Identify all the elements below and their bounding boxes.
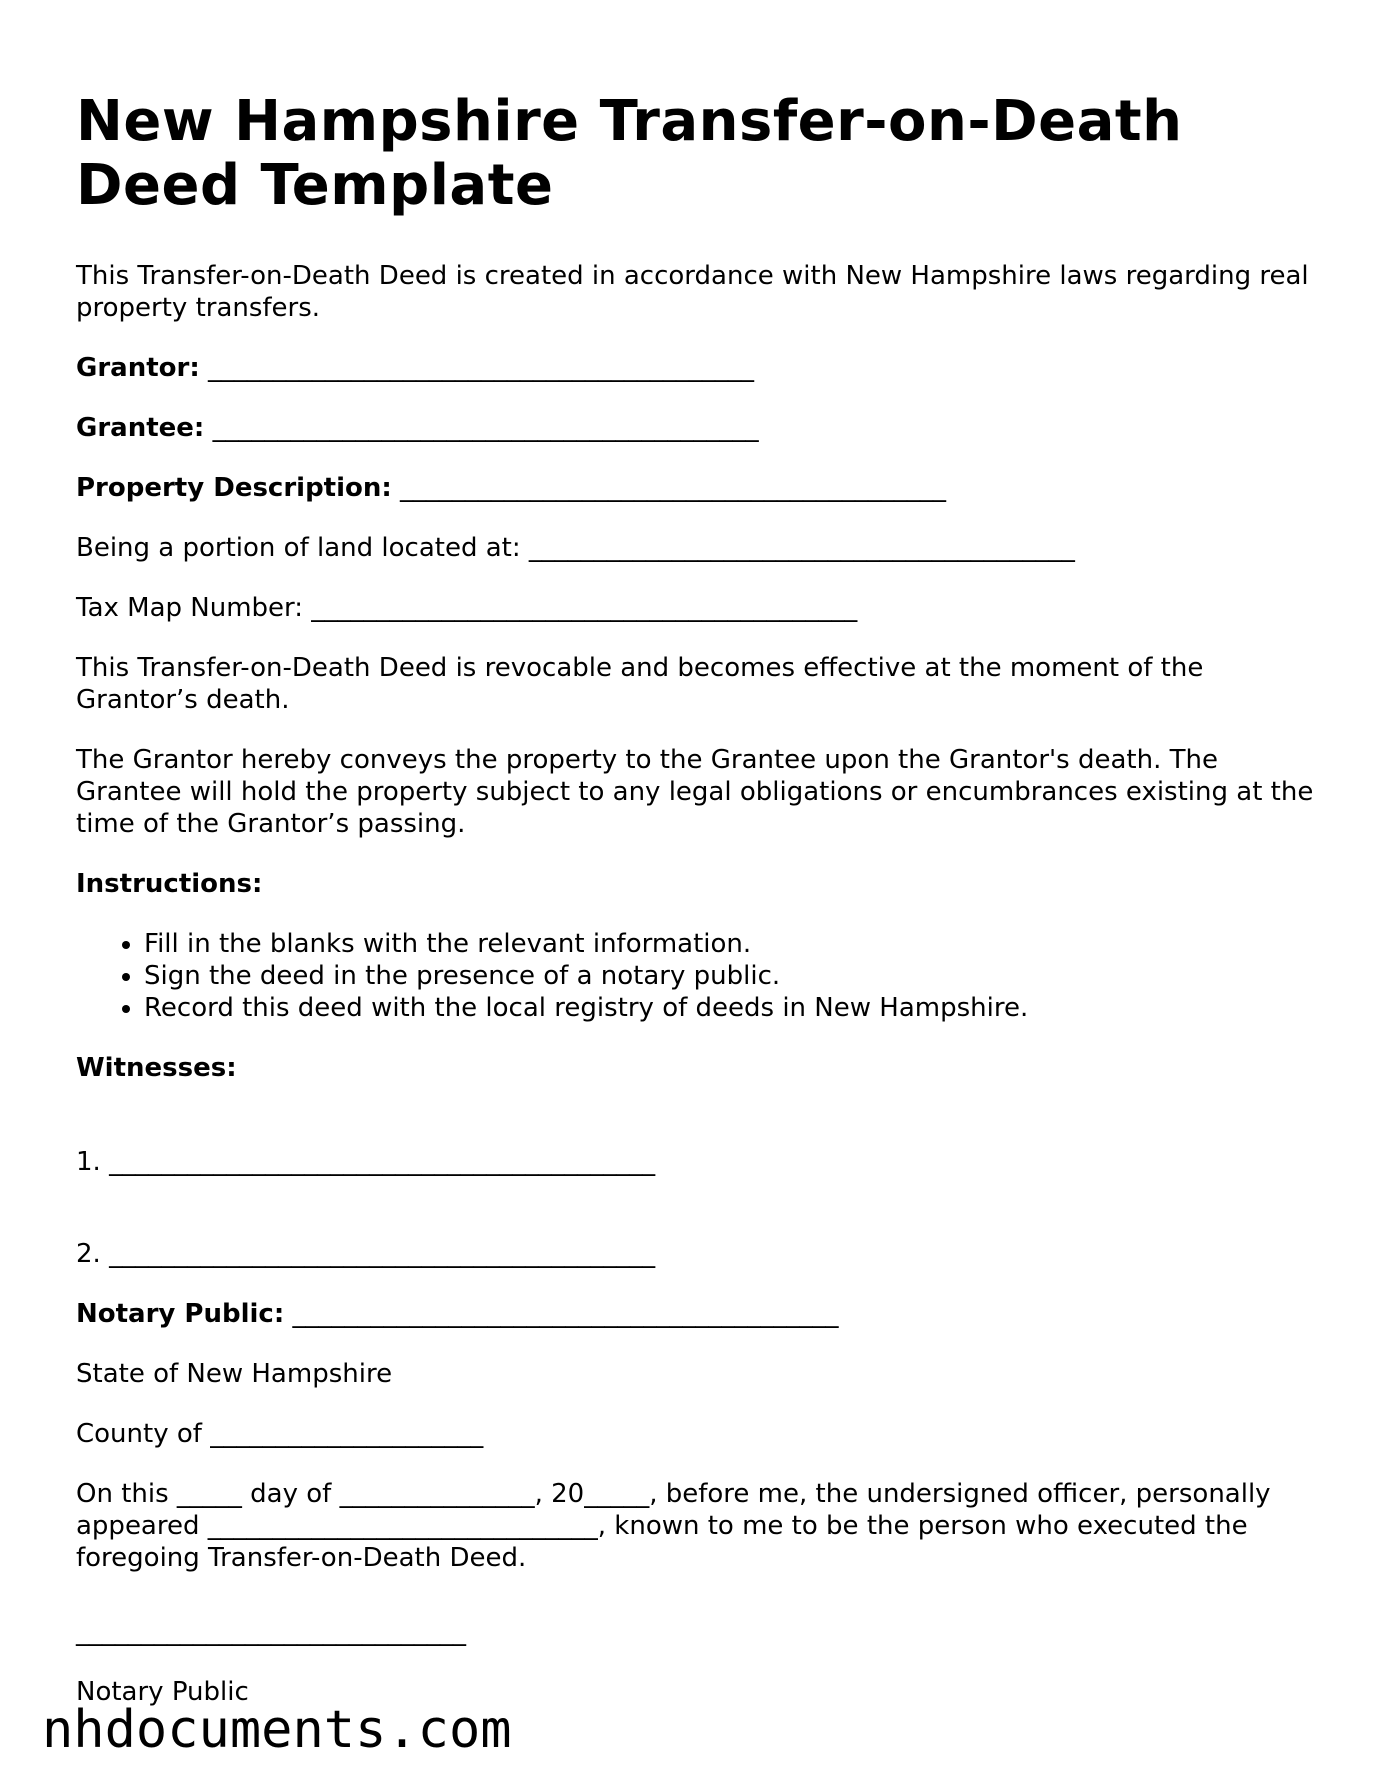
property-description-field <box>76 472 1326 504</box>
notary-public-blank: __________________________________________ <box>284 1299 839 1329</box>
location-field: Being a portion of land located at: __________________________________________ <box>76 533 1075 563</box>
notary-signature-line: ______________________________ <box>76 1617 466 1647</box>
witness-line-2: 2. __________________________________________ <box>76 1239 656 1269</box>
grantor-field <box>76 352 1326 384</box>
instruction-item: • Record this deed with the local registry of deeds in New Hampshire. <box>144 992 1326 1024</box>
intro-paragraph: This Transfer-on-Death Deed is created in accordance with New Hampshire laws regarding real property transfers. <box>76 261 1309 323</box>
notary-signature-label: Notary Public <box>76 1677 249 1707</box>
notary-public-label: Notary Public: <box>76 1299 285 1329</box>
witness-line-1: 1. __________________________________________ <box>76 1147 656 1177</box>
witnesses-heading: Witnesses: <box>76 1053 237 1083</box>
grantee-blank: __________________________________________ <box>204 413 759 443</box>
deed-document <box>76 90 1326 1736</box>
property-description-blank: __________________________________________ <box>391 473 947 503</box>
instructions-list <box>76 928 1326 1024</box>
grantee-field <box>76 412 1326 444</box>
grantee-label: Grantee: <box>76 413 205 443</box>
instruction-item: • Sign the deed in the presence of a notary public. <box>144 960 1326 992</box>
conveyance-paragraph: The Grantor hereby conveys the property to the Grantee upon the Grantor's death. The Grantee will hold the property subject to any legal obligations or encumbrances existing at the time of the Grantor’s passing. <box>76 745 1314 839</box>
acknowledgment-paragraph: On this _____ day of _______________, 20_____, before me, the undersigned officer, personally appeared ______________________________, known to me to be the person who executed the foregoing Transfer-on-Death Deed. <box>76 1479 1271 1573</box>
instructions-heading: Instructions: <box>76 869 263 899</box>
site-watermark: nhdocuments.com <box>42 1700 512 1760</box>
grantor-blank: __________________________________________ <box>199 353 754 383</box>
grantor-label: Grantor: <box>76 353 200 383</box>
property-description-label: Property Description: <box>76 473 392 503</box>
tax-map-field: Tax Map Number: __________________________________________ <box>76 593 858 623</box>
state-line: State of New Hampshire <box>76 1359 393 1389</box>
document-title: New Hampshire Transfer-on-Death Deed Template <box>76 89 1183 218</box>
county-line: County of _____________________ <box>76 1419 484 1449</box>
revocable-paragraph: This Transfer-on-Death Deed is revocable and becomes effective at the moment of the Grantor’s death. <box>76 653 1204 715</box>
notary-public-field <box>76 1298 1326 1330</box>
instruction-item: • Fill in the blanks with the relevant information. <box>144 928 1326 960</box>
